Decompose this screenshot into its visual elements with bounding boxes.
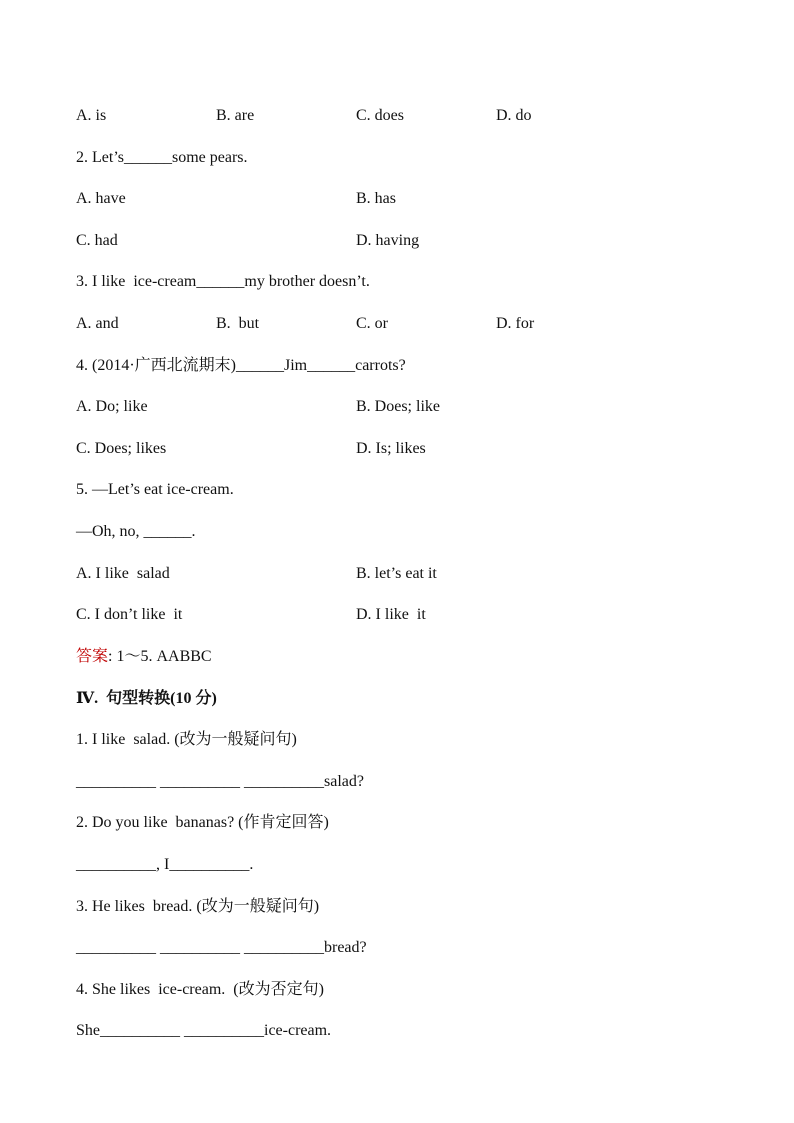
q5-option-c: C. I don’t like it <box>76 606 183 623</box>
answer-text: : 1～5. AABBC <box>108 648 212 665</box>
q2-option-a: A. have <box>76 190 126 207</box>
q2-option-c: C. had <box>76 232 118 249</box>
q3-option-b: B. but <box>216 315 260 332</box>
q2-option-d: D. having <box>356 232 420 249</box>
q1-option-c: C. does <box>356 107 404 124</box>
q5-option-a: A. I like salad <box>76 565 170 582</box>
transform-prompt-4: 4. She likes ice-cream. (改为否定句) <box>76 981 324 998</box>
q4-option-a: A. Do; like <box>76 398 148 415</box>
q1-option-d: D. do <box>496 107 532 124</box>
q5-stem: 5. —Let’s eat ice-cream. <box>76 481 234 498</box>
q4-stem: 4. (2014·广西北流期末)______Jim______carrots? <box>76 357 406 374</box>
answer-line <box>76 646 212 668</box>
q2-option-b: B. has <box>356 190 396 207</box>
q5-reply: —Oh, no, ______. <box>76 523 196 540</box>
transform-prompt-3: 3. He likes bread. (改为一般疑问句) <box>76 898 320 915</box>
section-heading: Ⅳ. 句型转换(10 分) <box>76 690 217 707</box>
transform-blank-1: __________ __________ __________salad? <box>76 773 364 790</box>
q4-option-d: D. Is; likes <box>356 440 426 457</box>
q2-stem: 2. Let’s______some pears. <box>76 149 248 166</box>
q4-option-c: C. Does; likes <box>76 440 167 457</box>
transform-blank-4: She__________ __________ice-cream. <box>76 1022 332 1039</box>
transform-blank-3: __________ __________ __________bread? <box>76 939 367 956</box>
q5-option-d: D. I like it <box>356 606 426 623</box>
q3-stem: 3. I like ice-cream______my brother doesn’t. <box>76 273 370 290</box>
q4-option-b: B. Does; like <box>356 398 440 415</box>
transform-prompt-2: 2. Do you like bananas? (作肯定回答) <box>76 814 329 831</box>
q3-option-a: A. and <box>76 315 119 332</box>
transform-blank-2: __________, I__________. <box>76 856 254 873</box>
q1-option-a: A. is <box>76 107 107 124</box>
q1-option-b: B. are <box>216 107 255 124</box>
answer-label: 答案 <box>76 648 109 665</box>
q5-option-b: B. let’s eat it <box>356 565 437 582</box>
q3-option-d: D. for <box>496 315 535 332</box>
q3-option-c: C. or <box>356 315 388 332</box>
transform-prompt-1: 1. I like salad. (改为一般疑问句) <box>76 731 297 748</box>
